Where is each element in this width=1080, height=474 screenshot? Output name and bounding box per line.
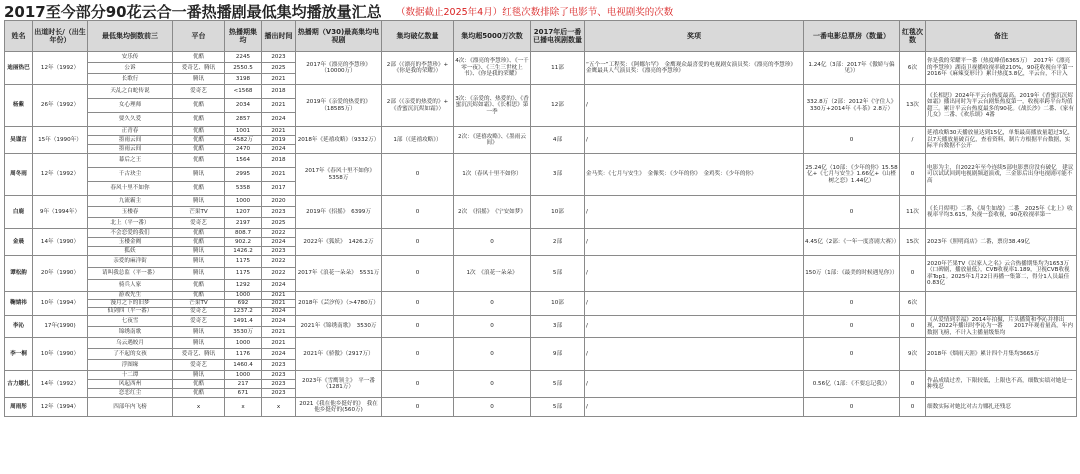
platform: 优酷: [173, 229, 225, 238]
over-100m-count: 0: [382, 398, 454, 417]
platform: 腾讯: [173, 327, 225, 338]
awards: /: [585, 127, 804, 154]
red-carpet-count: 0: [900, 154, 926, 196]
episode-average: 808.7: [225, 229, 262, 238]
box-office: 4.45亿（2部：《一年一度喜剧大赛》）: [804, 229, 900, 256]
platform: 优酷: [173, 99, 225, 113]
air-year: 2024: [262, 349, 296, 360]
platform: 优酷: [173, 136, 225, 145]
title-bar: [0, 0, 1080, 20]
remarks: 2023年《照明商店》二番，票房38.49亿: [926, 229, 1077, 256]
debut-years: 17年(1990): [33, 316, 88, 338]
air-year: 2023: [262, 247, 296, 256]
air-year: 2024: [262, 280, 296, 292]
air-year: 2024: [262, 145, 296, 154]
air-year: 2024: [262, 316, 296, 327]
column-header: 平台: [173, 21, 225, 52]
remarks: 2018年《烟雨天涯》累计四个月集均3665万: [926, 338, 1077, 371]
lead-show-count: 3部: [531, 154, 585, 196]
awards: /: [585, 371, 804, 398]
air-year: 2018: [262, 154, 296, 168]
box-office: 0: [804, 127, 900, 154]
table-row: [5, 196, 1077, 207]
platform: 优酷: [173, 182, 225, 196]
box-office: 0: [804, 292, 900, 316]
awards: 金马奖：《七月与安生》 金像奖：《少年的你》 金鸡奖：《少年的你》: [585, 154, 804, 196]
episode-average: 1175: [225, 268, 262, 280]
top-show: 2017年《漂亮的李慧珍》（10000万）: [296, 52, 382, 85]
episode-average: 692: [225, 300, 262, 308]
air-year: 2021: [262, 300, 296, 308]
box-office: 0: [804, 338, 900, 371]
air-year: 2023: [262, 207, 296, 218]
show-title: 乌云遇皎月: [88, 338, 173, 349]
top-show: 2023年《雪鹰领主》 平一番（1281万）: [296, 371, 382, 398]
column-header: 奖项: [585, 21, 804, 52]
over-50m-count: 1次（春风十里不如你）: [454, 154, 531, 196]
red-carpet-count: 0: [900, 316, 926, 338]
episode-average: 1491.4: [225, 316, 262, 327]
episode-average: 2034: [225, 99, 262, 113]
episode-average: 1176: [225, 349, 262, 360]
lead-show-count: 10部: [531, 292, 585, 316]
platform: 爱奇艺、腾讯: [173, 63, 225, 74]
platform: 爱奇艺: [173, 308, 225, 316]
episode-average: 3530万: [225, 327, 262, 338]
lead-show-count: 5部: [531, 398, 585, 417]
column-header: 出道时长/（出生年份）: [33, 21, 88, 52]
red-carpet-count: 13次: [900, 85, 926, 127]
debut-years: 14年（1990）: [33, 229, 88, 256]
top-show: 2019年《亲爱的热爱的》（18585万）: [296, 85, 382, 127]
box-office: 0: [804, 398, 900, 417]
show-title: 四部年内飞榜: [88, 398, 173, 417]
over-50m-count: 0: [454, 338, 531, 371]
column-header: 集均破亿数量: [382, 21, 454, 52]
table-row: [5, 85, 1077, 99]
data-table: [4, 20, 1077, 417]
show-title: 幕后之王: [88, 154, 173, 168]
lead-show-count: 2部: [531, 229, 585, 256]
remarks: 作品成绩过差，下限较低，上限也不高，细数实绩对她是一种残忍: [926, 371, 1077, 398]
platform: 芒果TV: [173, 207, 225, 218]
air-year: 2021: [262, 168, 296, 182]
episode-average: 1460.4: [225, 360, 262, 371]
over-100m-count: 2部（《漂亮的李慧珍》+《你是我的荣耀》）: [382, 52, 454, 85]
show-title: 长歌行: [88, 74, 173, 85]
platform: 优酷: [173, 127, 225, 136]
episode-average: 1000: [225, 371, 262, 380]
person-name: 李沁: [5, 316, 33, 338]
show-title: 了不起的女孩: [88, 349, 173, 360]
air-year: 2023: [262, 52, 296, 63]
awards: /: [585, 338, 804, 371]
platform: 优酷: [173, 280, 225, 292]
over-50m-count: 0: [454, 398, 531, 417]
person-name: 杨紫: [5, 85, 33, 127]
box-office: 0: [804, 316, 900, 338]
over-50m-count: 4次：《漂亮的李慧珍》、《一千零一夜》、《三生三世枕上书》、《你是我的荣耀》: [454, 52, 531, 85]
air-year: 2020: [262, 196, 296, 207]
lead-show-count: 4部: [531, 127, 585, 154]
remarks: 2020年芒果TV《以家人之名》云合热播期集均为1653万（口碑剧，播放量低），CVB收视率1.189，卫视CVB收视率Top1。2025年1月22日再播一集第二，得分1人员最佳0.83亿: [926, 256, 1077, 292]
awards: /: [585, 256, 804, 292]
remarks: 《长相思》2024年平云台热度最高。2019年《香蜜沉沉烬如霜》播出同时为平云台剧集热度第一，收视率跨平台均值超三。累计平云台热度最多的90花。《战长沙》二番、《家有儿女》二番、《欢乐颂》4番: [926, 85, 1077, 127]
table-row: [5, 398, 1077, 417]
platform: 腾讯: [173, 371, 225, 380]
awards: “五个一”工程奖：《阿娜尔罕》 金鹰观众最喜爱的电视剧女演员奖：《漂亮的李慧珍》 金鹰最具人气演员奖：《漂亮的李慧珍》: [585, 52, 804, 85]
show-title: 恋恋红尘: [88, 389, 173, 398]
platform: 优酷: [173, 113, 225, 127]
platform: 腾讯: [173, 268, 225, 280]
box-office: 0.56亿（1部：《不要忘记我》）: [804, 371, 900, 398]
top-show: 2018年《芸汐传》（>4780万）: [296, 292, 382, 316]
platform: 爱奇艺: [173, 85, 225, 99]
debut-years: 10年（1994）: [33, 292, 88, 316]
top-show: 2017年《浪花一朵朵》 5531万: [296, 256, 382, 292]
platform: 爱奇艺: [173, 360, 225, 371]
table-row: [5, 52, 1077, 63]
person-name: 吴谨言: [5, 127, 33, 154]
over-100m-count: 0: [382, 292, 454, 316]
table-row: [5, 229, 1077, 238]
page-title: 2017至今部分90花云合一番热播剧最低集均播放量汇总: [4, 3, 382, 21]
over-50m-count: 0: [454, 229, 531, 256]
air-year: 2021: [262, 99, 296, 113]
lead-show-count: 11部: [531, 52, 585, 85]
platform: 腾讯: [173, 247, 225, 256]
episode-average: 1292: [225, 280, 262, 292]
debut-years: 12年（1992）: [33, 154, 88, 196]
episode-average: 1001: [225, 127, 262, 136]
episode-average: 2245: [225, 52, 262, 63]
top-show: 2021年《骄傲》（2917万）: [296, 338, 382, 371]
show-title: 正青春: [88, 127, 173, 136]
red-carpet-count: 6次: [900, 52, 926, 85]
table-row: [5, 316, 1077, 327]
column-header: 姓名: [5, 21, 33, 52]
show-title: 漫月之下的旧梦: [88, 300, 173, 308]
column-header: 热播期（V30)最高集均电视剧: [296, 21, 382, 52]
remarks: 电影为主，自2022年至今连续5部电影票房没有破亿 建议可以试试回到电视剧频道演戏，三金影后出身电视剧可能不高: [926, 154, 1077, 196]
show-title: 玉楼春: [88, 207, 173, 218]
red-carpet-count: 15次: [900, 229, 926, 256]
over-100m-count: 0: [382, 256, 454, 292]
debut-years: 15年（1990年）: [33, 127, 88, 154]
awards: /: [585, 229, 804, 256]
over-100m-count: 0: [382, 196, 454, 229]
show-title: 安乐传: [88, 52, 173, 63]
page-subtitle: （数据截止2025年4月）红毯次数排除了电影节、电视剧奖的次数: [396, 7, 674, 18]
episode-average: 217: [225, 380, 262, 389]
person-name: 李一桐: [5, 338, 33, 371]
show-title: 不会恋爱的我们: [88, 229, 173, 238]
show-title: 仙剑四（平一番）: [88, 308, 173, 316]
lead-show-count: 3部: [531, 316, 585, 338]
air-year: 2023: [262, 380, 296, 389]
episode-average: x: [225, 398, 262, 417]
episode-average: 5358: [225, 182, 262, 196]
column-header: 热播期集均: [225, 21, 262, 52]
over-100m-count: 0: [382, 371, 454, 398]
platform: 芒果TV: [173, 300, 225, 308]
red-carpet-count: 11次: [900, 196, 926, 229]
over-50m-count: 0: [454, 292, 531, 316]
episode-average: 671: [225, 389, 262, 398]
over-50m-count: 0: [454, 371, 531, 398]
over-100m-count: 1部（《延禧攻略》）: [382, 127, 454, 154]
top-show: 2021《我在他乡挺好的》 我在他乡挺好的(560万): [296, 398, 382, 417]
lead-show-count: 5部: [531, 256, 585, 292]
air-year: 2022: [262, 268, 296, 280]
red-carpet-count: /: [900, 127, 926, 154]
lead-show-count: 12部: [531, 85, 585, 127]
air-year: 2018: [262, 85, 296, 99]
episode-average: 1000: [225, 292, 262, 300]
box-office: 150万（1部：《最美的时候遇见你》）: [804, 256, 900, 292]
show-title: 北上（平一番）: [88, 218, 173, 229]
over-100m-count: 0: [382, 316, 454, 338]
show-title: 十二谭: [88, 371, 173, 380]
platform: 优酷: [173, 292, 225, 300]
show-title: 春风十里不如你: [88, 182, 173, 196]
debut-years: 10年（1990）: [33, 338, 88, 371]
episode-average: 902.2: [225, 238, 262, 247]
episode-average: 1426.2: [225, 247, 262, 256]
air-year: 2021: [262, 74, 296, 85]
episode-average: 2197: [225, 218, 262, 229]
table-row: [5, 127, 1077, 136]
lead-show-count: 5部: [531, 371, 585, 398]
platform: 优酷: [173, 389, 225, 398]
air-year: 2021: [262, 127, 296, 136]
over-50m-count: 2次 《招摇》 《宁安如梦》: [454, 196, 531, 229]
show-title: 天乩之白蛇传说: [88, 85, 173, 99]
debut-years: 14年（1992）: [33, 371, 88, 398]
air-year: 2023: [262, 360, 296, 371]
show-title: 墨雨云间: [88, 145, 173, 154]
platform: 优酷: [173, 380, 225, 389]
show-title: 千古玦尘: [88, 168, 173, 182]
table-row: [5, 371, 1077, 380]
over-50m-count: 0: [454, 316, 531, 338]
episode-average: 3198: [225, 74, 262, 85]
person-name: 迪丽热巴: [5, 52, 33, 85]
show-title: 亲爱的麻洋街: [88, 256, 173, 268]
episode-average: 1207: [225, 207, 262, 218]
show-title: 女心理师: [88, 99, 173, 113]
person-name: 古力娜扎: [5, 371, 33, 398]
episode-average: 4582万: [225, 136, 262, 145]
show-title: 风起西州: [88, 380, 173, 389]
show-title: 公诉: [88, 63, 173, 74]
remarks: 你是我的荣耀平一番（热度峰值6365万） 2017年《漂亮的李慧珍》湖南卫视播收视率破210%，90花收视台平第一 2016年《麻辣变形计》累计热度3.8亿，平云台，不计入: [926, 52, 1077, 85]
air-year: 2019: [262, 136, 296, 145]
awards: /: [585, 196, 804, 229]
episode-average: 2550.5: [225, 63, 262, 74]
column-header: 备注: [926, 21, 1077, 52]
top-show: 2021年《锦绣南歌》 3530万: [296, 316, 382, 338]
show-title: 狐妖: [88, 247, 173, 256]
remarks: [926, 292, 1077, 316]
episode-average: <1568: [225, 85, 262, 99]
person-name: 鞠婧祎: [5, 292, 33, 316]
platform: x: [173, 398, 225, 417]
air-year: 2023: [262, 371, 296, 380]
top-show: 2017年《春风十里不如你》 5358万: [296, 154, 382, 196]
person-name: 金晨: [5, 229, 33, 256]
episode-average: 1564: [225, 154, 262, 168]
air-year: 2021: [262, 292, 296, 300]
air-year: 2024: [262, 113, 296, 127]
platform: 优酷: [173, 52, 225, 63]
platform: 爱奇艺: [173, 316, 225, 327]
top-show: 2022年《狐妖》 1426.2万: [296, 229, 382, 256]
person-name: 周雨彤: [5, 398, 33, 417]
platform: 优酷: [173, 154, 225, 168]
box-office: 332.8万（2部：2012年《守住人》330万+2014年《斗茶》2.8万）: [804, 85, 900, 127]
table-row: [5, 338, 1077, 349]
remarks: 《长月烬明》二番，《周生如故》二番 2025年《北上》收视率平均3.615，央视一套收视，90花收视率第一: [926, 196, 1077, 229]
episode-average: 2995: [225, 168, 262, 182]
debut-years: 12年（1994）: [33, 398, 88, 417]
air-year: 2017: [262, 182, 296, 196]
air-year: 2025: [262, 218, 296, 229]
lead-show-count: 9部: [531, 338, 585, 371]
red-carpet-count: 0: [900, 371, 926, 398]
column-header: 一番电影总票房（数量）: [804, 21, 900, 52]
show-title: 骑兵人家: [88, 280, 173, 292]
air-year: 2022: [262, 256, 296, 268]
column-header: 集均超5000万次数: [454, 21, 531, 52]
person-name: 白鹿: [5, 196, 33, 229]
show-title: 游戏先生: [88, 292, 173, 300]
debut-years: 26年（1992）: [33, 85, 88, 127]
air-year: 2025: [262, 63, 296, 74]
table-row: [5, 154, 1077, 168]
awards: /: [585, 398, 804, 417]
person-name: 谭松韵: [5, 256, 33, 292]
over-50m-count: 3次：《亲爱的、热爱的》、《香蜜沉沉烬如霜》、《长相思》第一季: [454, 85, 531, 127]
episode-average: 1237.2: [225, 308, 262, 316]
over-50m-count: 1次 《浪花一朵朵》: [454, 256, 531, 292]
over-100m-count: 0: [382, 338, 454, 371]
air-year: 2022: [262, 229, 296, 238]
debut-years: 12年（1992）: [33, 52, 88, 85]
red-carpet-count: 6次: [900, 292, 926, 316]
show-title: 请叫我总监（平一番）: [88, 268, 173, 280]
person-name: 周冬雨: [5, 154, 33, 196]
box-office: 25.24亿（10部：《少年的你》15.58亿+《七月与安生》1.66亿+《山楂树之恋》1.44亿）: [804, 154, 900, 196]
awards: /: [585, 85, 804, 127]
platform: 优酷: [173, 238, 225, 247]
platform: 爱奇艺: [173, 218, 225, 229]
box-office: 1.24亿（3部：2017年《傲娇与偏见》）: [804, 52, 900, 85]
over-100m-count: 0: [382, 154, 454, 196]
platform: 腾讯: [173, 74, 225, 85]
show-title: 浮图缘: [88, 360, 173, 371]
top-show: 2018年《延禧攻略》（9332万）: [296, 127, 382, 154]
episode-average: 2470: [225, 145, 262, 154]
platform: 腾讯: [173, 338, 225, 349]
platform: 腾讯: [173, 256, 225, 268]
lead-show-count: 10部: [531, 196, 585, 229]
table-row: [5, 256, 1077, 268]
over-50m-count: 2次：《延禧攻略》、《墨雨云间》: [454, 127, 531, 154]
show-title: 要久久爱: [88, 113, 173, 127]
over-100m-count: 2部（《亲爱的热爱的》+《香蜜沉沉烬如霜》）: [382, 85, 454, 127]
platform: 腾讯: [173, 168, 225, 182]
debut-years: 9年（1994年）: [33, 196, 88, 229]
remarks: 细数实际对她比对古力娜扎还残忍: [926, 398, 1077, 417]
episode-average: 1000: [225, 196, 262, 207]
platform: 腾讯: [173, 196, 225, 207]
column-header: 播出时间: [262, 21, 296, 52]
show-title: 玉楼金阙: [88, 238, 173, 247]
episode-average: 1175: [225, 256, 262, 268]
awards: /: [585, 292, 804, 316]
platform: 爱奇艺、腾讯: [173, 349, 225, 360]
air-year: 2024: [262, 238, 296, 247]
over-100m-count: 0: [382, 229, 454, 256]
air-year: x: [262, 398, 296, 417]
air-year: 2024: [262, 308, 296, 316]
awards: /: [585, 316, 804, 338]
red-carpet-count: 0: [900, 256, 926, 292]
remarks: 延禧攻略30天播放量达到15亿，单集最高播放量超过3亿，以7天播放量破百亿，查看资料，制片方根据平台数据，实际平台数据不公开: [926, 127, 1077, 154]
show-title: 九流霸主: [88, 196, 173, 207]
remarks: 《从爱情到幸福》2014年拍摄，片头播简和李沁并排出现，2022年播出时李沁为一番 2017年观看量高，年内数据飞榜，不计入主播量级集均: [926, 316, 1077, 338]
episode-average: 2857: [225, 113, 262, 127]
red-carpet-count: 0: [900, 398, 926, 417]
red-carpet-count: 9次: [900, 338, 926, 371]
column-header: 红毯次数: [900, 21, 926, 52]
column-header: 2017年后一番已播电视剧数量: [531, 21, 585, 52]
show-title: 墨雨云间: [88, 136, 173, 145]
show-title: 锦绣南歌: [88, 327, 173, 338]
episode-average: 1000: [225, 338, 262, 349]
air-year: 2023: [262, 389, 296, 398]
air-year: 2021: [262, 327, 296, 338]
air-year: 2021: [262, 338, 296, 349]
show-title: 七夜雪: [88, 316, 173, 327]
top-show: 2019年《招摇》 6399万: [296, 196, 382, 229]
box-office: 0: [804, 196, 900, 229]
debut-years: 20年（1990）: [33, 256, 88, 292]
platform: 优酷: [173, 145, 225, 154]
table-row: [5, 292, 1077, 300]
column-header: 最低集均倒数前三: [88, 21, 173, 52]
